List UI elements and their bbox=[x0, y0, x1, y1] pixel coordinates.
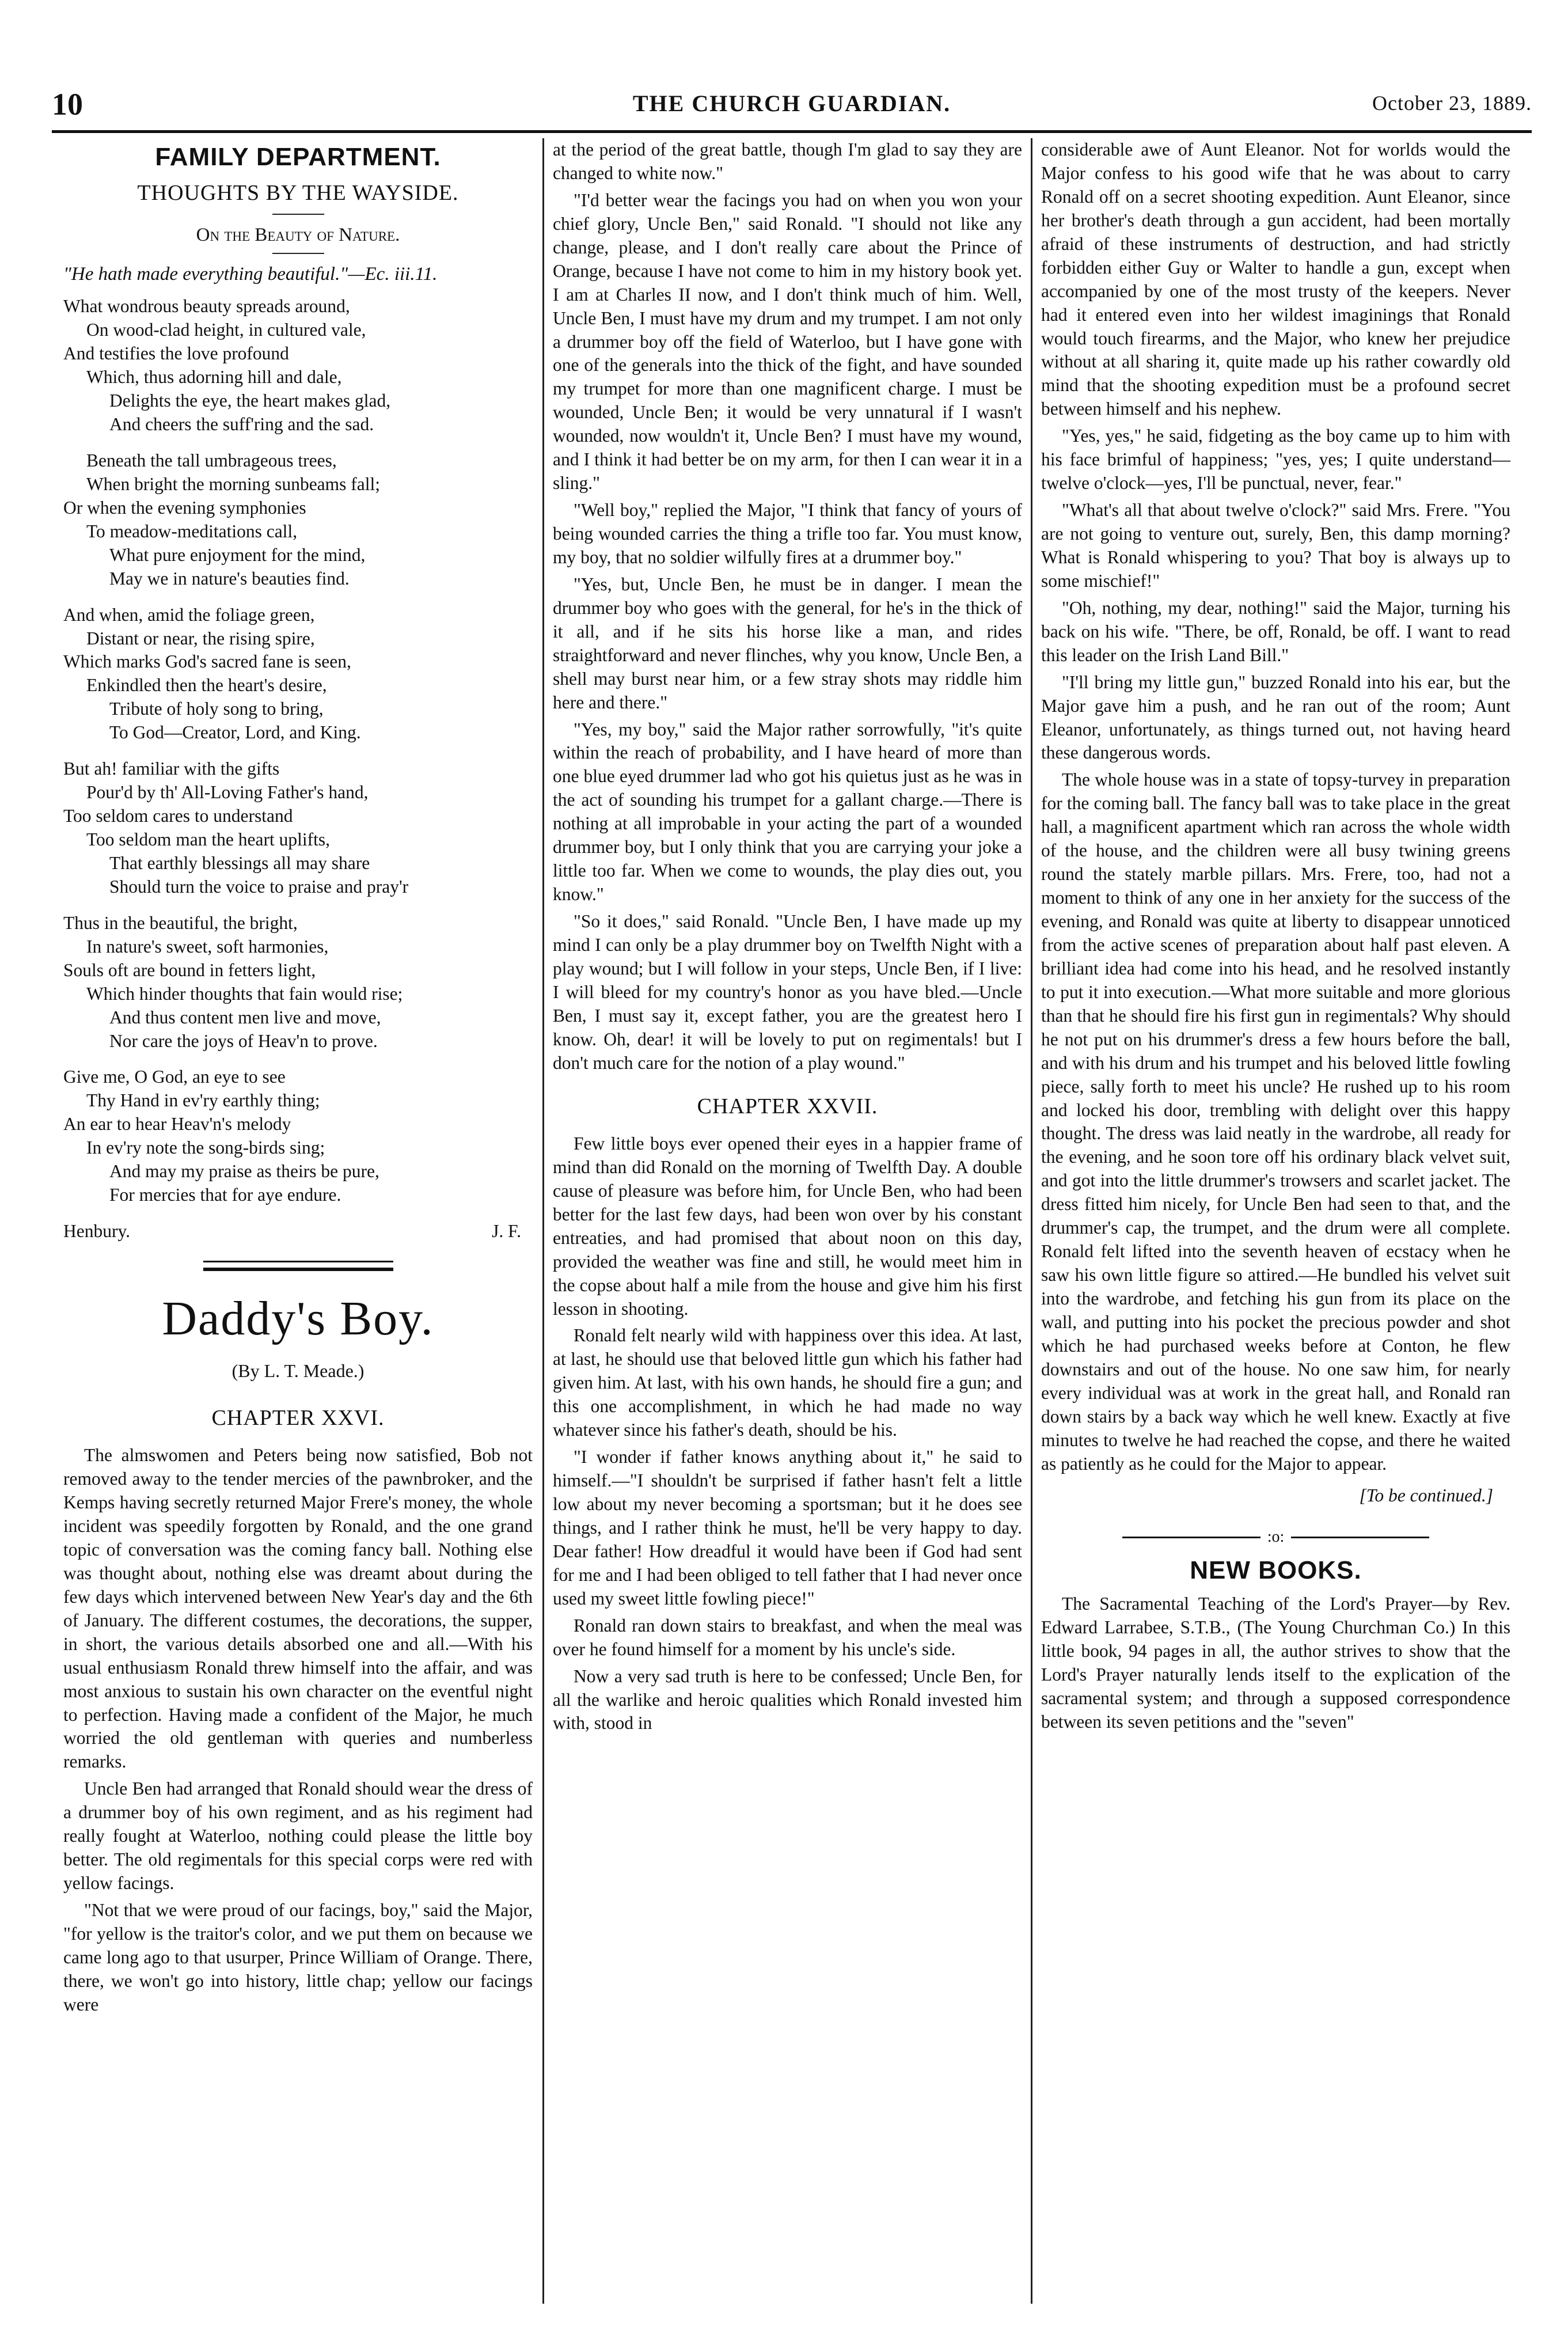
chapter-heading: CHAPTER XXVI. bbox=[211, 1405, 385, 1430]
story-paragraph: "I'd better wear the facings you had on when you won your chief glory, Uncle Ben," said Ronald. "I should not like any change, please, and I don't really care about the Prince of Orange, because I have not come to him in my history book yet. I am at Charles II now, and I don't think much of him. Well, Uncle Ben, I must have my drum and my trumpet. I am not only a drummer boy off the field of Waterloo, but I have gone with one of the generals into the thick of the fight, and have sounded my trumpet for more than one magnificent charge. I must be wounded, Uncle Ben; it would be very unnatural if I wasn't wounded, now wouldn't it, Uncle Ben? I must have my wound, and I think it had better be on my arm, for then I can wear it in a sling." bbox=[553, 189, 1022, 494]
poem-line: And may my praise as theirs be pure, bbox=[109, 1161, 379, 1182]
poem-epigraph: "He hath made everything beautiful."—Ec. iii.11. bbox=[63, 264, 438, 285]
family-department-heading: FAMILY DEPARTMENT. bbox=[155, 143, 441, 171]
story-paragraph: The whole house was in a state of topsy-turvey in preparation for the coming ball. The fancy ball was to take place in the great hall, a magnificent apartment which ran across the whole width of the house, and the children were all busy twining greens round the stately marble pillars. Mrs. Frere, too, had not a moment to think of any one in her anxiety for the success of the evening, and Ronald was quite at liberty to disappear unnoticed from the active scenes of preparation about half past eleven. A brilliant idea had come into his head, and he resolved instantly to put it into execution.—What more suitable and more glorious than that he should fire his first gun in regimentals? Why should he not put on his drummer's dress a few hours before the ball, and with his drum and his trumpet and his beloved little fowling piece, sally forth to meet his uncle? He rushed up to his room and locked his door, trembling with delight over this happy thought. The dress was laid neatly in the wardrobe, all ready for the evening, and he soon tore off his ordinary black velvet suit, and got into the little drummer's trowsers and scarlet jacket. The dress fitted him nicely, for Uncle Ben had seen to that, and the drummer's cap, the trumpet, and the drum were all complete. Ronald felt lifted into the seventh heaven of ecstacy when he saw his own little figure so attired.—He bundled his velvet suit into the wardrobe, and fetching his gun from its place on the wall, and putting into his pocket the precious powder and shot which he had purchased weeks before at Conton, he flew downstairs and out of the house. No one saw him, for nearly every individual was at work in the great hall, and Ronald ran down stairs by a back way which he well knew. Exactly at five minutes to twelve he had reached the copse, and there he waited as patiently as he could for the Major to appear. bbox=[1041, 769, 1510, 1474]
divider bbox=[272, 214, 324, 215]
poem-line: Too seldom man the heart uplifts, bbox=[86, 829, 330, 850]
poem-line: Which marks God's sacred fane is seen, bbox=[63, 651, 351, 672]
story-paragraph: "Oh, nothing, my dear, nothing!" said the Major, turning his back on his wife. "There, be off, Ronald, be off. I want to read this leader on the Irish Land Bill." bbox=[1041, 597, 1510, 665]
poem-stanza bbox=[63, 757, 533, 899]
poem-subtitle: On the Beauty of Nature. bbox=[196, 224, 400, 245]
signature-initials: J. F. bbox=[492, 1221, 521, 1242]
poem-line: Tribute of holy song to bring, bbox=[109, 699, 324, 719]
poem-line: Delights the eye, the heart makes glad, bbox=[109, 390, 391, 411]
poem-stanza bbox=[63, 1065, 533, 1207]
poem-line: And thus content men live and move, bbox=[109, 1007, 381, 1027]
story-title: Daddy's Boy. bbox=[162, 1292, 434, 1346]
story-paragraph: Now a very sad truth is here to be confessed; Uncle Ben, for all the warlike and heroic qualities which Ronald invested him with, stood in bbox=[553, 1666, 1022, 1734]
story-paragraph: considerable awe of Aunt Eleanor. Not for worlds would the Major confess to his good wife that he was about to carry Ronald off on a secret shooting expedition. Aunt Eleanor, since her brother's death through a gun accident, had been mortally afraid of these instruments of destruction, and had strictly forbidden either Guy or Walter to handle a gun, except when accompanied by one of the most trusty of the keepers. Never had it entered even into her wildest imaginings that Ronald would touch firearms, and the Major, who knew her prejudice without at all sharing it, quite made up his rather cowardly old mind that the shooting expedition must be a profound secret between himself and his nephew. bbox=[1041, 139, 1510, 419]
story-text bbox=[1041, 138, 1510, 1476]
ornamental-rule bbox=[203, 1258, 393, 1273]
story-paragraph: "Well boy," replied the Major, "I think that fancy of yours of being wounded carries the thing a trifle too far. You must know, my boy, that no soldier wilfully fires at a drummer boy." bbox=[553, 500, 1022, 567]
story-paragraph: Ronald ran down stairs to breakfast, and when the meal was over he found himself for a moment by his uncle's side. bbox=[553, 1615, 1022, 1659]
story-byline: (By L. T. Meade.) bbox=[231, 1360, 365, 1382]
poem-line: And cheers the suff'ring and the sad. bbox=[109, 414, 374, 435]
column-3 bbox=[1041, 138, 1510, 1738]
poem-line: What wondrous beauty spreads around, bbox=[63, 296, 350, 317]
column-1 bbox=[63, 138, 533, 2020]
poem-line: On wood-clad height, in cultured vale, bbox=[86, 320, 366, 340]
story-paragraph: "Yes, yes," he said, fidgeting as the boy came up to him with his face brimful of happiness; "yes, yes; I quite understand—twelve o'clock—yes, I'll be punctual, never, fear." bbox=[1041, 426, 1510, 494]
poem-line: What pure enjoyment for the mind, bbox=[109, 544, 366, 565]
poem-stanza bbox=[63, 604, 533, 745]
poem-line: Thy Hand in ev'ry earthly thing; bbox=[86, 1090, 320, 1111]
story-paragraph: "So it does," said Ronald. "Uncle Ben, I have made up my mind I can only be a play drummer boy on Twelfth Night with a play wound; but I will follow in your steps, Uncle Ben, if I live: I will bleed for my country's honor as you have bled.—Uncle Ben, I must say it, except father, you are the greatest hero I know. Oh, dear! it will be lovely to put on regimentals! but I don't much care for the notion of a play wound." bbox=[553, 911, 1022, 1073]
poem-line: For mercies that for aye endure. bbox=[109, 1185, 341, 1205]
chapter-heading: CHAPTER XXVII. bbox=[697, 1094, 878, 1118]
poem-line: When bright the morning sunbeams fall; bbox=[86, 473, 381, 494]
divider-mark: :o: bbox=[1267, 1528, 1285, 1546]
poem-line: Pour'd by th' All-Loving Father's hand, bbox=[86, 782, 369, 803]
signature-place: Henbury. bbox=[63, 1221, 131, 1242]
story-paragraph: "I'll bring my little gun," buzzed Ronald into his ear, but the Major gave him a push, and he ran out of the room; Aunt Eleanor, unfortunately, as things turned out, not having heard these dangerous words. bbox=[1041, 672, 1510, 763]
poem-line: Beneath the tall umbrageous trees, bbox=[86, 450, 337, 471]
story-paragraph: at the period of the great battle, though I'm glad to say they are changed to white now." bbox=[553, 139, 1022, 183]
story-paragraph: "Yes, my boy," said the Major rather sorrowfully, "it's quite within the reach of probability, and I have heard of more than one blue eyed drummer lad who got his quietus just as he was in the act of sounding his trumpet for a gallant charge.—There is nothing at all improbable in your acting the part of a wounded drummer boy, but I only think that you are carrying your joke a little too far. When we come to wounds, the play dies out, you know." bbox=[553, 719, 1022, 905]
story-paragraph: "I wonder if father knows anything about it," he said to himself.—"I shouldn't be surprised if father hasn't felt a little low about my never becoming a sportsman; but it he does see things, and I rather think he must, he'll be very happy to day. Dear father! How dreadful it would have been if God had sent for me and I had been obliged to tell father that I had never once used my sweet little fowling piece!" bbox=[553, 1447, 1022, 1609]
story-paragraph: Few little boys ever opened their eyes in a happier frame of mind than did Ronald on the morning of Twelfth Day. A double cause of pleasure was before him, for Uncle Ben, who had been better for the last few days, had been won over by his constant entreaties, and had promised that about noon on this day, provided the weather was fine and still, he would meet him in the copse about half a mile from the house and give him his first lesson in shooting. bbox=[553, 1133, 1022, 1319]
poem-line: Which hinder thoughts that fain would rise; bbox=[86, 983, 403, 1004]
poem-line: In ev'ry note the song-birds sing; bbox=[86, 1137, 325, 1158]
poem-line: Souls oft are bound in fetters light, bbox=[63, 959, 316, 980]
poem-line: An ear to hear Heav'n's melody bbox=[63, 1114, 291, 1135]
story-text bbox=[553, 138, 1022, 1075]
column-divider bbox=[542, 138, 544, 2304]
issue-date: October 23, 1889. bbox=[1372, 92, 1532, 115]
poem-line: Distant or near, the rising spire, bbox=[86, 628, 315, 648]
page-number: 10 bbox=[52, 87, 83, 122]
newspaper-title: THE CHURCH GUARDIAN. bbox=[632, 90, 951, 116]
new-books-heading: NEW BOOKS. bbox=[1190, 1556, 1362, 1584]
poem-body bbox=[63, 295, 533, 1207]
poem-line: In nature's sweet, soft harmonies, bbox=[86, 936, 329, 957]
story-paragraph: Ronald felt nearly wild with happiness over this idea. At last, at last, he should use that beloved little gun which his father had given him. At last, with his own hands, he should fire a gun; and this one accomplishment, in which he had made no way whatever since his father's death, should be his. bbox=[553, 1325, 1022, 1440]
poem-signature bbox=[63, 1220, 521, 1243]
poem-line: To meadow-meditations call, bbox=[86, 521, 298, 541]
poem-title: THOUGHTS BY THE WAYSIDE. bbox=[137, 181, 459, 206]
masthead bbox=[52, 86, 1532, 127]
poem-line: Or when the evening symphonies bbox=[63, 497, 306, 518]
poem-line: Nor care the joys of Heav'n to prove. bbox=[109, 1030, 378, 1051]
masthead-rule bbox=[52, 130, 1532, 133]
poem-line: Which, thus adorning hill and dale, bbox=[86, 367, 342, 388]
divider bbox=[1041, 1527, 1510, 1548]
poem-line: That earthly blessings all may share bbox=[109, 852, 370, 873]
story-paragraph: "What's all that about twelve o'clock?" said Mrs. Frere. "You are not going to venture out, surely, Ben, this damp morning? What is Ronald whispering to you? That boy is always up to some mischief!" bbox=[1041, 500, 1510, 591]
poem-line: Thus in the beautiful, the bright, bbox=[63, 912, 298, 933]
poem-line: May we in nature's beauties find. bbox=[109, 568, 350, 589]
poem-stanza bbox=[63, 449, 533, 591]
to-be-continued: [To be continued.] bbox=[1359, 1485, 1493, 1505]
column-2 bbox=[553, 138, 1022, 1739]
poem-line: Too seldom cares to understand bbox=[63, 806, 293, 826]
poem-line: And when, amid the foliage green, bbox=[63, 604, 315, 625]
poem-line: But ah! familiar with the gifts bbox=[63, 758, 280, 779]
divider bbox=[272, 253, 324, 254]
poem-line: Should turn the voice to praise and pray'r bbox=[109, 876, 409, 897]
story-paragraph: The almswomen and Peters being now satisfied, Bob not removed away to the tender mercies of the pawnbroker, and the Kemps having secretly returned Major Frere's money, the whole incident was speedily forgotten by Ronald, and the one grand topic of conversation was the coming fancy ball. Nothing else was thought about, nothing else was dreamt about during the few days which intervened between New Year's day and the 6th of January. The different costumes, the decorations, the supper, in short, the various details absorbed one and all.—With his usual enthusiasm Ronald threw himself into the affair, and was most anxious to sustain his own character on the eventful night to perfection. Having made a confident of the Major, he much worried the old gentleman with queries and numberless remarks. bbox=[63, 1445, 533, 1772]
poem-stanza bbox=[63, 912, 533, 1053]
column-divider bbox=[1031, 138, 1032, 2304]
poem-stanza bbox=[63, 295, 533, 437]
story-text bbox=[553, 1132, 1022, 1735]
poem-line: And testifies the love profound bbox=[63, 343, 289, 364]
poem-line: To God—Creator, Lord, and King. bbox=[109, 722, 361, 743]
poem-line: Enkindled then the heart's desire, bbox=[86, 675, 327, 696]
book-review-paragraph: The Sacramental Teaching of the Lord's Prayer—by Rev. Edward Larrabee, S.T.B., (The Young Churchman Co.) In this little book, 94 pages in all, the author strives to show that the Lord's Prayer naturally lends itself to the explication of the sacramental system; and through a supposed correspondence between its seven petitions and the "seven" bbox=[1041, 1594, 1510, 1732]
story-paragraph: Uncle Ben had arranged that Ronald should wear the dress of a drummer boy of his own regiment, and as his regiment had really fought at Waterloo, nothing could please the little boy better. The old regimentals for this special corps were red with yellow facings. bbox=[63, 1778, 533, 1894]
poem-line: Give me, O God, an eye to see bbox=[63, 1067, 286, 1087]
story-paragraph: "Yes, but, Uncle Ben, he must be in danger. I mean the drummer boy who goes with the general, for he's in the thick of it all, and if he sits his horse like a man, and rides straightforward and never flinches, why you know, Uncle Ben, a shell may burst near him, or a few stray shots may riddle him here and there." bbox=[553, 574, 1022, 712]
story-paragraph: "Not that we were proud of our facings, boy," said the Major, "for yellow is the traitor's color, and we put them on because we came long ago to that usurper, Prince William of Orange. There, there, we won't go into history, little chap; yellow our facings were bbox=[63, 1900, 533, 2015]
story-text bbox=[63, 1444, 533, 2017]
